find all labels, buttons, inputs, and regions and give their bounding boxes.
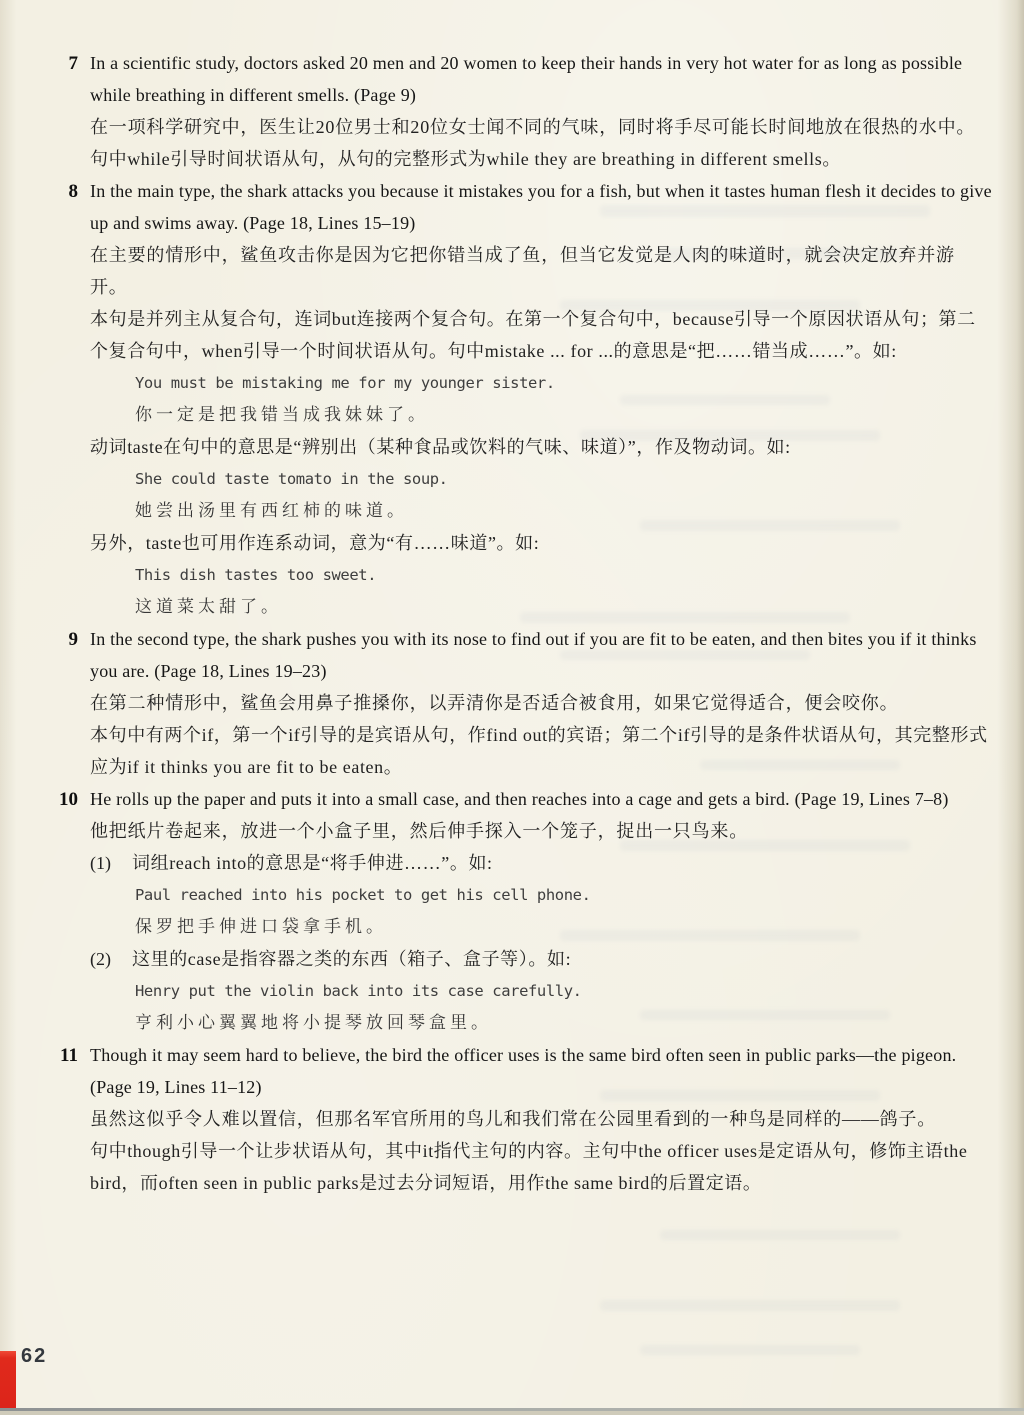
page-content: [59, 47, 992, 1199]
example-translation: 保罗把手伸进口袋拿手机。: [135, 917, 387, 936]
example-translation: 亨利小心翼翼地将小提琴放回琴盒里。: [135, 1013, 492, 1032]
sub-point-text: 词组reach into的意思是“将手伸进……”。如:: [132, 853, 493, 873]
example-sentence: Henry put the violin back into its case carefully.: [135, 982, 582, 1000]
sub-point-text: 这里的case是指容器之类的东西（箱子、盒子等）。如:: [132, 949, 572, 969]
item-11: [60, 1039, 992, 1199]
example-sentence: This dish tastes too sweet.: [135, 566, 377, 584]
item-7: [68, 47, 992, 175]
example-translation: 你一定是把我错当成我妹妹了。: [135, 405, 429, 424]
item-number: 10: [59, 789, 78, 810]
sub-point-1: [90, 847, 992, 879]
chinese-translation: 在主要的情形中，鲨鱼攻击你是因为它把你错当成了鱼，但当它发觉是人肉的味道时，就会决定放弃并游开。: [90, 245, 955, 297]
chinese-translation: 他把纸片卷起来，放进一个小盒子里，然后伸手探入一个笼子，捉出一只鸟来。: [90, 821, 748, 841]
item-8: [68, 175, 992, 623]
english-sentence: In the main type, the shark attacks you because it mistakes you for a fish, but when it tastes human flesh it decides to give up and swims away. (Page 18, Lines 15–19): [90, 181, 992, 233]
example-translation: 她尝出汤里有西红柿的味道。: [135, 501, 408, 520]
english-sentence: In the second type, the shark pushes you with its nose to find out if you are fit to be eaten, and then bites you if it thinks you are. (Page 18, Lines 19–23): [90, 629, 977, 681]
page-bottom-strip: [0, 1411, 1024, 1415]
grammar-note: 本句中有两个if，第一个if引导的是宾语从句，作find out的宾语；第二个if引导的是条件状语从句，其完整形式应为if it thinks you are fit to be eaten。: [90, 725, 988, 777]
grammar-note: 本句是并列主从复合句，连词but连接两个复合句。在第一个复合句中，because引导一个原因状语从句；第二个复合句中，when引导一个时间状语从句。句中mistake ... for ...的意思是“把……错当成……”。如:: [90, 309, 976, 361]
example-sentence: You must be mistaking me for my younger sister.: [135, 374, 555, 392]
footer-red-accent-block: [0, 1351, 16, 1410]
item-number: 11: [60, 1045, 78, 1066]
english-sentence: Though it may seem hard to believe, the bird the officer uses is the same bird often seen in public parks—the pigeon. (Page 19, Lines 11–12): [90, 1045, 957, 1097]
grammar-note: 动词taste在句中的意思是“辨别出（某种食品或饮料的气味、味道）”，作及物动词。如:: [90, 437, 791, 457]
english-sentence: He rolls up the paper and puts it into a small case, and then reaches into a cage and gets a bird. (Page 19, Lines 7–8): [90, 789, 949, 809]
sub-point-2: [90, 943, 992, 975]
example-translation: 这道菜太甜了。: [135, 597, 282, 616]
sub-point-label: (2): [90, 949, 111, 969]
item-number: 7: [68, 53, 78, 74]
chinese-translation: 在一项科学研究中，医生让20位男士和20位女士闻不同的气味，同时将手尽可能长时间地放在很热的水中。: [90, 117, 976, 137]
example-sentence: She could taste tomato in the soup.: [135, 470, 448, 488]
item-number: 9: [68, 629, 78, 650]
chinese-translation: 虽然这似乎令人难以置信，但那名军官所用的鸟儿和我们常在公园里看到的一种鸟是同样的——鸽子。: [90, 1109, 936, 1129]
item-9: [68, 623, 992, 783]
grammar-note: 句中though引导一个让步状语从句，其中it指代主句的内容。主句中the officer uses是定语从句，修饰主语the bird，而often seen in public parks是过去分词短语，用作the same bird的后置定语。: [90, 1141, 968, 1193]
grammar-note: 句中while引导时间状语从句，从句的完整形式为while they are breathing in different smells。: [90, 149, 841, 169]
item-number: 8: [68, 181, 78, 202]
english-sentence: In a scientific study, doctors asked 20 men and 20 women to keep their hands in very hot water for as long as possible while breathing in different smells. (Page 9): [90, 53, 963, 105]
page-number: 62: [21, 1345, 48, 1367]
example-sentence: Paul reached into his pocket to get his cell phone.: [135, 886, 591, 904]
item-10: [59, 783, 992, 1039]
grammar-note: 另外，taste也可用作连系动词，意为“有……味道”。如:: [90, 533, 540, 553]
chinese-translation: 在第二种情形中，鲨鱼会用鼻子推搡你，以弄清你是否适合被食用，如果它觉得适合，便会咬你。: [90, 693, 899, 713]
sub-point-label: (1): [90, 853, 111, 873]
